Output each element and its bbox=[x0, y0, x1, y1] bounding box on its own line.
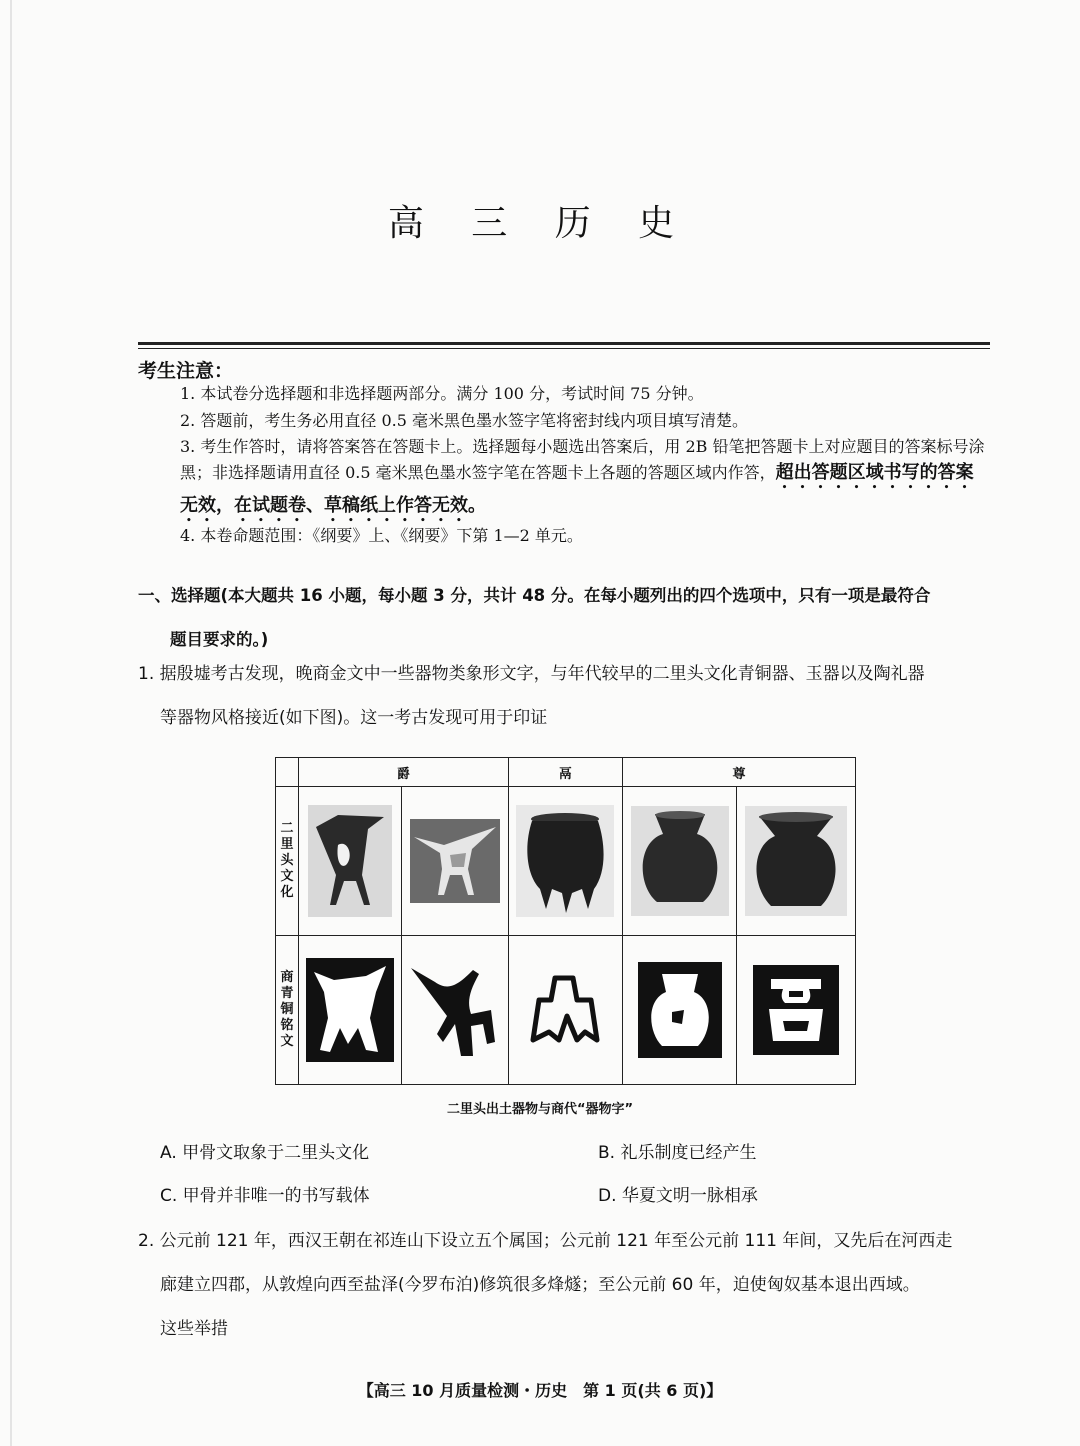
jue-vessel-photo-2 bbox=[410, 819, 500, 903]
notice-item-3-text: 3. 考生作答时，请将答案答在答题卡上。选择题每小题选出答案后，用 2B 铅笔把答题卡上对应题目的答案标号涂黑；非选择题请用直径 0.5 毫米黑色墨水签字笔在答题卡上各题的答题区域内作答， bbox=[180, 437, 985, 482]
notice-heading: 考生注意： bbox=[138, 360, 234, 382]
li-vessel-photo bbox=[516, 805, 614, 917]
photo-li bbox=[508, 787, 622, 936]
glyph-zun-1 bbox=[623, 936, 737, 1085]
option-c[interactable]: C. 甲骨并非唯一的书写载体 bbox=[160, 1186, 370, 1206]
zun-glyph-2 bbox=[753, 965, 839, 1055]
section-heading bbox=[138, 574, 998, 662]
zun-vessel-photo-1 bbox=[631, 806, 729, 916]
header-jue: 爵 bbox=[299, 758, 509, 787]
glyph-jue-1 bbox=[299, 936, 402, 1085]
zun-glyph-1 bbox=[638, 962, 722, 1058]
figure-caption: 二里头出土器物与商代“器物字” bbox=[446, 1102, 634, 1117]
notice-warning: 超出答题区域书写的答案无效，在试题卷、草稿纸上作答无效。 bbox=[180, 462, 974, 516]
section-heading-line1: 一、选择题(本大题共 16 小题，每小题 3 分，共计 48 分。在每小题列出的四个选项中，只有一项是最符合 bbox=[138, 586, 931, 605]
header-li: 鬲 bbox=[508, 758, 622, 787]
glyph-jue-2 bbox=[401, 936, 508, 1085]
glyph-li bbox=[508, 936, 622, 1085]
question-1-line2: 等器物风格接近(如下图)。这一考古发现可用于印证 bbox=[160, 708, 548, 728]
question-2-line3: 这些举措 bbox=[160, 1319, 228, 1339]
exam-title: 高 三 历 史 bbox=[387, 203, 693, 244]
option-b[interactable]: B. 礼乐制度已经产生 bbox=[598, 1143, 757, 1163]
table-corner bbox=[276, 758, 299, 787]
section-heading-line2: 题目要求的。) bbox=[170, 630, 269, 649]
photo-zun-1 bbox=[623, 787, 737, 936]
photo-zun-2 bbox=[737, 787, 856, 936]
header-zun: 尊 bbox=[623, 758, 856, 787]
notice-item-2: 2. 答题前，考生务必用直径 0.5 毫米黑色墨水签字笔将密封线内项目填写清楚。 bbox=[180, 411, 748, 430]
divider-thin bbox=[138, 348, 990, 349]
divider-thick bbox=[138, 342, 990, 345]
zun-vessel-photo-2 bbox=[745, 806, 847, 916]
notice-item-4: 4. 本卷命题范围：《纲要》上、《纲要》下第 1—2 单元。 bbox=[180, 526, 583, 545]
question-2-stem bbox=[138, 1219, 998, 1351]
row-label-erlitou: 二里头文化 bbox=[276, 787, 299, 936]
question-1-stem bbox=[138, 652, 998, 740]
notice-item-3 bbox=[180, 434, 990, 526]
row-label-shang-inscription: 商青铜铭文 bbox=[276, 936, 299, 1085]
option-d[interactable]: D. 华夏文明一脉相承 bbox=[598, 1186, 758, 1206]
question-2-line2: 廊建立四郡，从敦煌向西至盐泽(今罗布泊)修筑很多烽燧；至公元前 60 年，迫使匈奴基本退出西域。 bbox=[160, 1275, 920, 1295]
photo-jue-2 bbox=[401, 787, 508, 936]
jue-glyph-2 bbox=[409, 962, 501, 1058]
artifact-figure-table bbox=[275, 757, 856, 1085]
notice-item-1: 1. 本试卷分选择题和非选择题两部分。满分 100 分，考试时间 75 分钟。 bbox=[180, 384, 704, 403]
jue-glyph-1 bbox=[306, 958, 394, 1062]
question-2-line1: 2. 公元前 121 年，西汉王朝在祁连山下设立五个属国；公元前 121 年至公元前 111 年间，又先后在河西走 bbox=[138, 1231, 953, 1251]
photo-jue-1 bbox=[299, 787, 402, 936]
jue-vessel-photo-1 bbox=[308, 805, 392, 917]
page-footer: 【高三 10 月质量检测・历史 第 1 页(共 6 页)】 bbox=[357, 1381, 723, 1400]
question-1-line1: 1. 据殷墟考古发现，晚商金文中一些器物类象形文字，与年代较早的二里头文化青铜器、玉器以及陶礼器 bbox=[138, 664, 925, 684]
glyph-zun-2 bbox=[737, 936, 856, 1085]
option-a[interactable]: A. 甲骨文取象于二里头文化 bbox=[160, 1143, 370, 1163]
li-glyph bbox=[525, 970, 605, 1050]
